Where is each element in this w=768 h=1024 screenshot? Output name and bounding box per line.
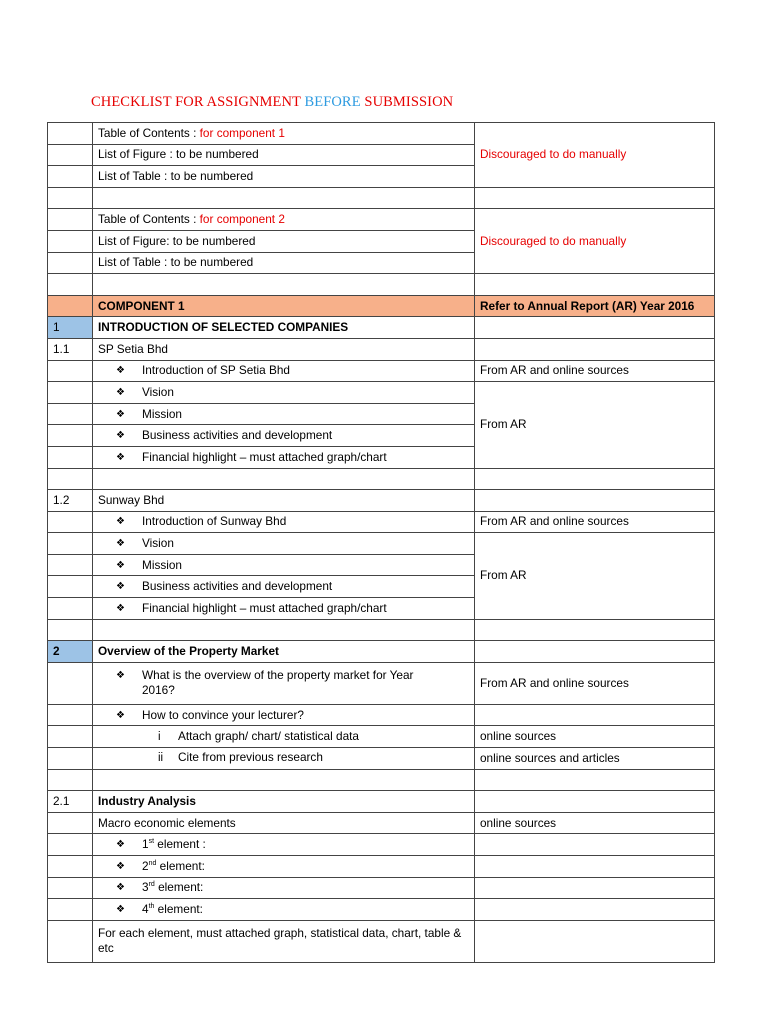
macro-elements-label: Macro economic elements: [93, 812, 475, 834]
sub-item-number: ii: [158, 752, 164, 765]
table-row: [48, 619, 715, 641]
title-part-1: CHECKLIST FOR ASSIGNMENT: [91, 94, 301, 110]
section-2-1-row: [48, 791, 715, 813]
table-row: [48, 123, 715, 145]
bullet-icon: ❖: [116, 538, 125, 550]
checklist-table: [47, 122, 715, 963]
elements-footer-note: For each element, must attached graph, statistical data, chart, table & etc: [93, 920, 475, 962]
bullet-icon: ❖: [116, 709, 125, 721]
component-label: COMPONENT 1: [93, 295, 475, 317]
sub-item-source: online sources and articles: [475, 748, 715, 770]
section-2-heading: Overview of the Property Market: [93, 641, 475, 663]
section-1-row: [48, 317, 715, 339]
toc1-contents: Table of Contents : for component 1: [93, 123, 475, 145]
title-part-3: SUBMISSION: [364, 94, 454, 110]
sub-item-source: online sources: [475, 726, 715, 748]
section-2-question-2: How to convince your lecturer?: [142, 707, 304, 722]
list-item: ❖ Financial highlight – must attached graph/chart: [48, 598, 715, 620]
bullet-icon: ❖: [116, 903, 125, 915]
document-title: [91, 94, 453, 111]
bullet-icon: ❖: [116, 602, 125, 614]
component-header-row: [48, 295, 715, 317]
bullet-icon: ❖: [116, 516, 125, 528]
bullet-icon: ❖: [116, 581, 125, 593]
table-row: [48, 187, 715, 209]
list-item: ❖ Mission: [48, 403, 715, 425]
company-2-number: 1.2: [48, 490, 93, 512]
list-item: ❖ 2nd element:: [48, 856, 715, 878]
list-item: ❖ Business activities and development: [48, 576, 715, 598]
bullet-icon: ❖: [116, 408, 125, 420]
bullet-icon: ❖: [116, 365, 125, 377]
title-part-2: BEFORE: [304, 94, 361, 110]
company-1-number: 1.1: [48, 338, 93, 360]
section-2-number: 2: [48, 641, 93, 663]
company-1-source-1: From AR and online sources: [475, 360, 715, 382]
section-2-row: [48, 641, 715, 663]
section-2-1-number: 2.1: [48, 791, 93, 813]
table-row: [48, 209, 715, 231]
bullet-icon: ❖: [116, 839, 125, 851]
company-1-source-2: From AR: [475, 382, 715, 468]
list-item: [48, 704, 715, 726]
list-item: i Attach graph/ chart/ statistical data online sources: [48, 726, 715, 748]
bullet-icon: ❖: [116, 860, 125, 872]
toc1-note: Discouraged to do manually: [475, 123, 715, 188]
bullet-icon: ❖: [116, 430, 125, 442]
table-row: [48, 812, 715, 834]
toc1-tables: List of Table : to be numbered: [93, 166, 475, 188]
list-item: ❖ Introduction of Sunway Bhd From AR and online sources: [48, 511, 715, 533]
table-row: [48, 769, 715, 791]
company-2-source-2: From AR: [475, 533, 715, 619]
bullet-icon: ❖: [116, 559, 125, 571]
list-item: ❖ Vision From AR: [48, 382, 715, 404]
list-item: ❖ Business activities and development: [48, 425, 715, 447]
list-item: ❖ 3rd element:: [48, 877, 715, 899]
list-item: ❖ 1st element :: [48, 834, 715, 856]
component-note: Refer to Annual Report (AR) Year 2016: [475, 295, 715, 317]
sub-item-number: i: [158, 730, 161, 743]
list-item: ❖ Mission: [48, 554, 715, 576]
list-item: ii Cite from previous research online sources and articles: [48, 748, 715, 770]
section-1-number: 1: [48, 317, 93, 339]
bullet-icon: ❖: [116, 386, 125, 398]
toc2-contents: Table of Contents : for component 2: [93, 209, 475, 231]
section-2-question-1: What is the overview of the property market for Year 2016?: [142, 668, 414, 698]
list-item: ❖ 4th element:: [48, 899, 715, 921]
toc2-note: Discouraged to do manually: [475, 209, 715, 274]
list-item: ❖ Vision From AR: [48, 533, 715, 555]
section-2-1-heading: Industry Analysis: [93, 791, 475, 813]
table-row: [48, 468, 715, 490]
section-2-question-1-source: From AR and online sources: [475, 662, 715, 704]
bullet-icon: ❖: [116, 670, 125, 682]
table-row: [48, 920, 715, 962]
company-1-name: SP Setia Bhd: [93, 338, 475, 360]
list-item: ❖ Introduction of SP Setia Bhd From AR and online sources: [48, 360, 715, 382]
section-1-heading: INTRODUCTION OF SELECTED COMPANIES: [93, 317, 475, 339]
bullet-icon: ❖: [116, 451, 125, 463]
toc2-figures: List of Figure: to be numbered: [93, 230, 475, 252]
company-2-name: Sunway Bhd: [93, 490, 475, 512]
table-row: [48, 274, 715, 296]
toc1-figures: List of Figure : to be numbered: [93, 144, 475, 166]
toc2-tables: List of Table : to be numbered: [93, 252, 475, 274]
table-row: [48, 490, 715, 512]
company-2-source-1: From AR and online sources: [475, 511, 715, 533]
table-row: [48, 338, 715, 360]
list-item: [48, 662, 715, 704]
macro-elements-source: online sources: [475, 812, 715, 834]
bullet-icon: ❖: [116, 882, 125, 894]
list-item: ❖ Financial highlight – must attached graph/chart: [48, 446, 715, 468]
